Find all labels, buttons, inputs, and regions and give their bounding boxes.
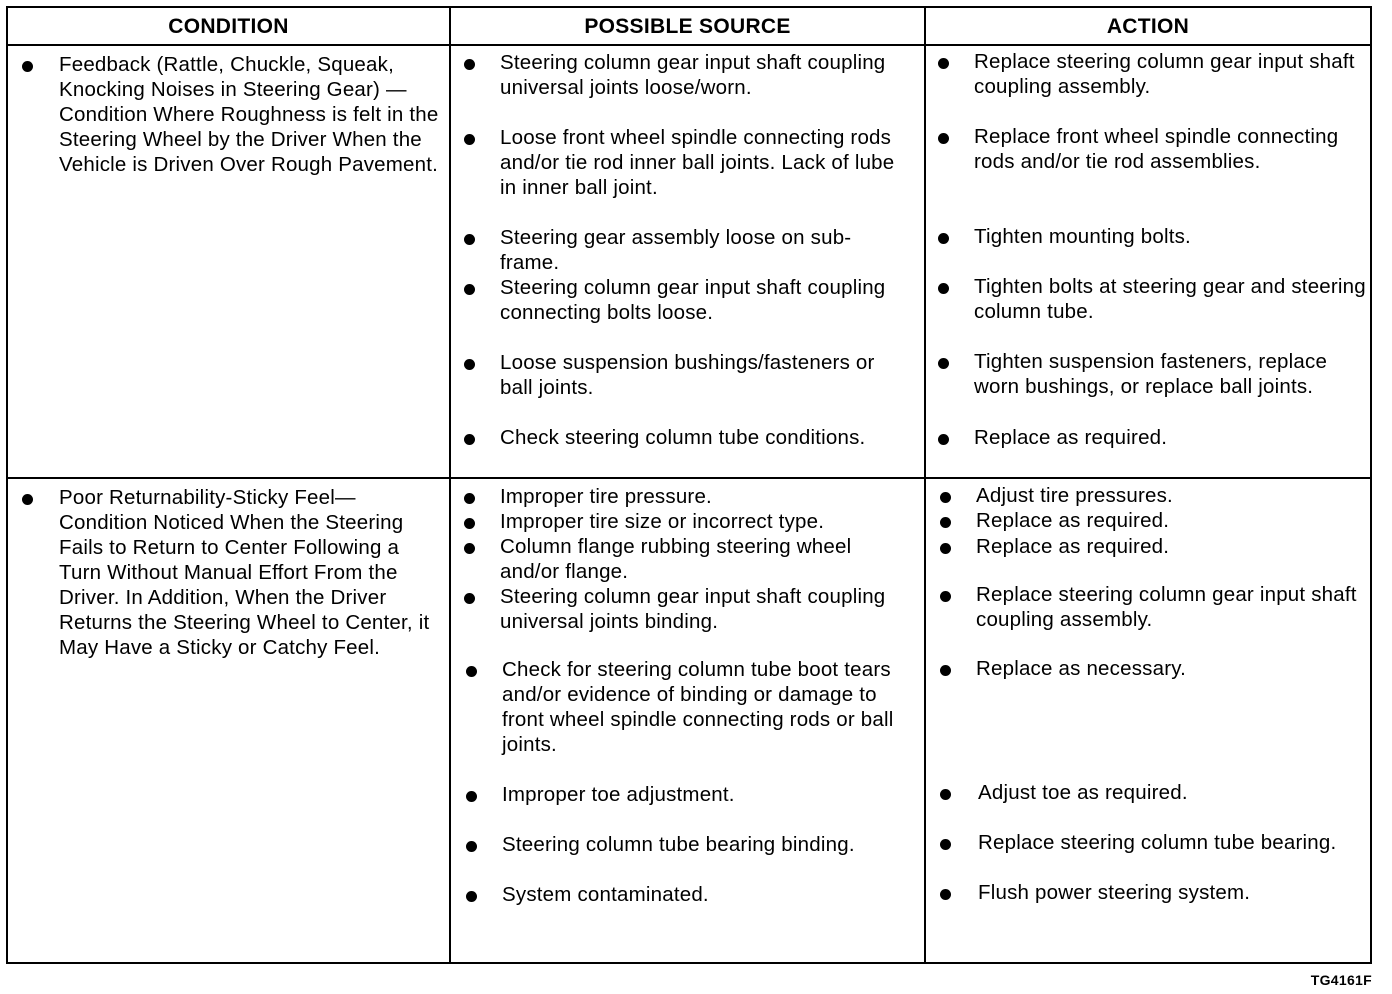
row-divider [8,477,1370,479]
bullet-icon [464,493,475,504]
diagnosis-table [6,6,1372,964]
source-item: Check for steering column tube boot tears and/or evidence of binding or damage to front wheel spindle connecting rods or ball joints. [502,658,894,756]
bullet-icon [938,58,949,69]
source-item: Steering column gear input shaft coupling universal joints loose/worn. [500,51,886,99]
condition-text: Poor Returnability-Sticky Feel—Condition Noticed When the Steering Fails to Return to Center Following a Turn Without Manual Effort From the Driver. In Addition, When the Driver Returns the Steering Wheel to Center, it May Have a Sticky or Catchy Feel. [59,486,430,659]
action-item: Tighten mounting bolts. [974,225,1191,248]
source-item: Steering gear assembly loose on sub-frame. [500,226,852,274]
bullet-icon [464,593,475,604]
action-item: Flush power steering system. [978,881,1251,904]
source-item: Loose front wheel spindle connecting rods and/or tie rod inner ball joints. Lack of lube in inner ball joint. [500,126,895,199]
condition-text: Feedback (Rattle, Chuckle, Squeak, Knocking Noises in Steering Gear) — Condition Where Roughness is felt in the Steering Wheel by the Driver When the Vehicle is Driven Over Rough Pavement. [59,53,439,176]
bullet-icon [466,666,477,677]
bullet-icon [466,841,477,852]
figure-id: TG4161F [1310,972,1372,988]
action-item: Adjust toe as required. [978,781,1188,804]
bullet-icon [466,791,477,802]
bullet-icon [940,492,951,503]
source-item: Improper tire pressure. [500,485,712,508]
bullet-icon [464,359,475,370]
source-item: Steering column tube bearing binding. [502,833,855,856]
bullet-icon [464,234,475,245]
bullet-icon [464,518,475,529]
bullet-icon [940,517,951,528]
action-item: Replace steering column gear input shaft coupling assembly. [974,50,1355,98]
bullet-icon [22,494,33,505]
column-divider [924,8,926,962]
action-item: Adjust tire pressures. [976,484,1173,507]
action-item: Replace steering column tube bearing. [978,831,1337,854]
bullet-icon [940,543,951,554]
bullet-icon [22,61,33,72]
action-item: Tighten bolts at steering gear and steering column tube. [974,275,1366,323]
bullet-icon [464,59,475,70]
bullet-icon [464,284,475,295]
column-divider [449,8,451,962]
bullet-icon [938,434,949,445]
bullet-icon [466,891,477,902]
action-item: Tighten suspension fasteners, replace worn bushings, or replace ball joints. [974,350,1328,398]
action-item: Replace as necessary. [976,657,1187,680]
bullet-icon [938,283,949,294]
source-item: Steering column gear input shaft coupling universal joints binding. [500,585,886,633]
bullet-icon [940,889,951,900]
source-item: Steering column gear input shaft coupling connecting bolts loose. [500,276,886,324]
bullet-icon [940,839,951,850]
action-item: Replace steering column gear input shaft coupling assembly. [976,583,1357,631]
bullet-icon [940,665,951,676]
header-possible-source: POSSIBLE SOURCE [584,15,791,38]
bullet-icon [464,543,475,554]
bullet-icon [938,133,949,144]
header-action: ACTION [1106,15,1190,38]
source-item: Improper tire size or incorrect type. [500,510,825,533]
action-item: Replace as required. [976,509,1170,532]
source-item: Check steering column tube conditions. [500,426,866,449]
source-item: Improper toe adjustment. [502,783,735,806]
bullet-icon [938,233,949,244]
bullet-icon [938,358,949,369]
bullet-icon [940,591,951,602]
bullet-icon [464,134,475,145]
bullet-icon [464,434,475,445]
source-item: Column flange rubbing steering wheel and/or flange. [500,535,852,583]
action-item: Replace as required. [976,535,1170,558]
action-item: Replace front wheel spindle connecting rods and/or tie rod assemblies. [974,125,1339,173]
header-condition: CONDITION [168,15,289,38]
bullet-icon [940,789,951,800]
source-item: Loose suspension bushings/fasteners or ball joints. [500,351,875,399]
action-item: Replace as required. [974,426,1168,449]
source-item: System contaminated. [502,883,709,906]
